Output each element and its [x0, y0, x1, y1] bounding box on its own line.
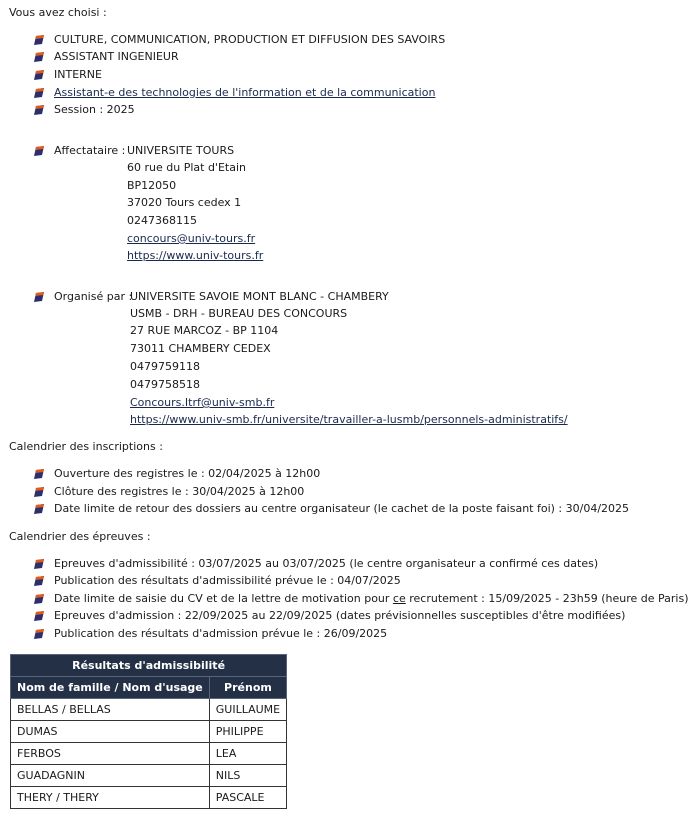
pencil-bullet-icon: [33, 575, 45, 587]
pencil-bullet-icon: [33, 104, 45, 116]
organise-address-line: 73011 CHAMBERY CEDEX: [130, 342, 271, 355]
pencil-bullet-icon: [33, 610, 45, 622]
table-row: [11, 765, 287, 787]
pencil-bullet-icon: [33, 69, 45, 81]
pencil-bullet-icon: [33, 51, 45, 63]
affectataire-name: UNIVERSITE TOURS: [127, 144, 235, 157]
choice-item: INTERNE: [54, 68, 102, 81]
pencil-bullet-icon: [33, 628, 45, 640]
organise-address-line: USMB - DRH - BUREAU DES CONCOURS: [130, 307, 348, 320]
organise-address-line: 0479759118: [130, 360, 200, 373]
pencil-bullet-icon: [33, 291, 45, 303]
results-table: [10, 654, 287, 809]
nom-cell: GUADAGNIN: [11, 765, 210, 787]
affectataire-address-line: 0247368115: [127, 214, 197, 227]
choice-link[interactable]: Assistant-e des technologies de l'information et de la communication: [54, 86, 436, 99]
nom-cell: THERY / THERY: [11, 787, 210, 809]
column-header: Nom de famille / Nom d'usage: [11, 677, 210, 699]
epreuves-heading: Calendrier des épreuves :: [9, 530, 151, 543]
organise-label: Organisé par :: [54, 290, 133, 303]
nom-cell: DUMAS: [11, 721, 210, 743]
epreuve-item: Epreuves d'admissibilité : 03/07/2025 au 03/07/2025 (le centre organisateur a confirmé ces dates): [54, 557, 599, 570]
organise-website-link[interactable]: https://www.univ-smb.fr/universite/travailler-a-lusmb/personnels-administratifs/: [130, 413, 568, 426]
pencil-bullet-icon: [33, 145, 45, 157]
organise-address-line: 27 RUE MARCOZ - BP 1104: [130, 324, 279, 337]
epreuve-item: Publication des résultats d'admissibilité prévue le : 04/07/2025: [54, 574, 401, 587]
affectataire-address-line: 37020 Tours cedex 1: [127, 196, 242, 209]
inscription-item: Date limite de retour des dossiers au centre organisateur (le cachet de la poste faisant foi) : 30/04/2025: [54, 502, 630, 515]
choice-item: CULTURE, COMMUNICATION, PRODUCTION ET DIFFUSION DES SAVOIRS: [54, 33, 446, 46]
prenom-cell: LEA: [209, 743, 286, 765]
organise-address-line: 0479758518: [130, 378, 200, 391]
results-table-caption: Résultats d'admissibilité: [11, 655, 287, 677]
pencil-bullet-icon: [33, 87, 45, 99]
prenom-cell: PASCALE: [209, 787, 286, 809]
epreuve-item: Publication des résultats d'admission prévue le : 26/09/2025: [54, 627, 388, 640]
nom-cell: FERBOS: [11, 743, 210, 765]
choice-item: Session : 2025: [54, 103, 135, 116]
prenom-cell: NILS: [209, 765, 286, 787]
table-row: [11, 787, 287, 809]
pencil-bullet-icon: [33, 34, 45, 46]
inscriptions-heading: Calendrier des inscriptions :: [9, 440, 163, 453]
table-row: [11, 743, 287, 765]
prenom-cell: PHILIPPE: [209, 721, 286, 743]
affectataire-website-link[interactable]: https://www.univ-tours.fr: [127, 249, 264, 262]
organise-name: UNIVERSITE SAVOIE MONT BLANC - CHAMBERY: [130, 290, 389, 303]
epreuve-item: Epreuves d'admission : 22/09/2025 au 22/09/2025 (dates prévisionnelles susceptibles d'être modifiées): [54, 609, 626, 622]
pencil-bullet-icon: [33, 558, 45, 570]
organise-email-link[interactable]: Concours.Itrf@univ-smb.fr: [130, 396, 275, 409]
inscription-item: Clôture des registres le : 30/04/2025 à 12h00: [54, 485, 305, 498]
affectataire-label: Affectataire :: [54, 144, 126, 157]
pencil-bullet-icon: [33, 593, 45, 605]
prenom-cell: GUILLAUME: [209, 699, 286, 721]
inscription-item: Ouverture des registres le : 02/04/2025 à 12h00: [54, 467, 321, 480]
affectataire-address-line: 60 rue du Plat d'Etain: [127, 161, 246, 174]
intro-text: Vous avez choisi :: [9, 6, 107, 19]
pencil-bullet-icon: [33, 468, 45, 480]
nom-cell: BELLAS / BELLAS: [11, 699, 210, 721]
table-row: [11, 699, 287, 721]
column-header: Prénom: [209, 677, 286, 699]
choice-item: ASSISTANT INGENIEUR: [54, 50, 179, 63]
pencil-bullet-icon: [33, 486, 45, 498]
table-row: [11, 721, 287, 743]
pencil-bullet-icon: [33, 503, 45, 515]
epreuve-item: Date limite de saisie du CV et de la lettre de motivation pour ce recrutement : 15/09/2025 - 23h59 (heure de Paris): [54, 592, 689, 605]
affectataire-email-link[interactable]: concours@univ-tours.fr: [127, 232, 256, 245]
affectataire-address-line: BP12050: [127, 179, 177, 192]
